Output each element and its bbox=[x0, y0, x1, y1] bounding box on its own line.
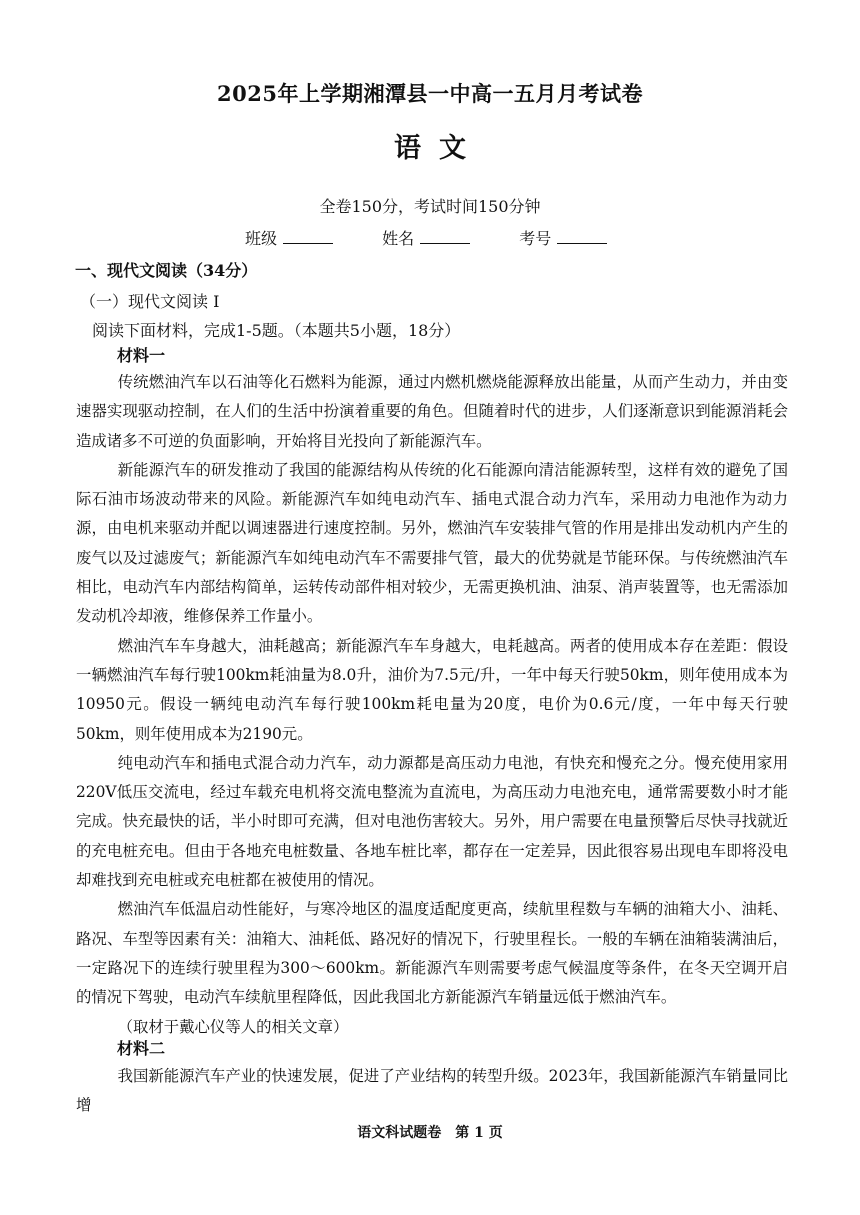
paragraph: 传统燃油汽车以石油等化石燃料为能源，通过内燃机燃烧能源释放出能量，从而产生动力，并由变速器实现驱动控制，在人们的生活中扮演着重要的角色。但随着时代的进步，人们逐渐意识到能源消耗会造成诸多不可逆的负面影响，开始将目光投向了新能源汽车。 bbox=[76, 373, 788, 450]
material-one-body bbox=[76, 368, 788, 1042]
page-footer: 语文科试题卷 第 1 页 bbox=[357, 1125, 503, 1141]
section-heading: 一、现代文阅读（34分） bbox=[75, 261, 258, 280]
exam-number-blank[interactable] bbox=[557, 229, 607, 244]
material-two-body bbox=[76, 1062, 788, 1121]
name-field[interactable] bbox=[382, 226, 470, 249]
subsection-heading: （一）现代文阅读 I bbox=[80, 292, 220, 311]
paragraph: 我国新能源汽车产业的快速发展，促进了产业结构的转型升级。2023年，我国新能源汽车销量同比增 bbox=[76, 1067, 788, 1115]
class-label: 班级 bbox=[245, 229, 278, 248]
material-one-heading: 材料一 bbox=[117, 346, 166, 365]
exam-title: 2025年上学期湘潭县一中高一五月月考试卷 bbox=[217, 81, 643, 106]
name-blank[interactable] bbox=[420, 229, 470, 244]
student-info-fields bbox=[245, 226, 651, 249]
paragraph: 燃油汽车低温启动性能好，与寒冷地区的温度适配度更高，续航里程数与车辆的油箱大小、油耗、路况、车型等因素有关：油箱大、油耗低、路况好的情况下，行驶里程长。一般的车辆在油箱装满油后，一定路况下的连续行驶里程为300～600km。新能源汽车则需要考虑气候温度等条件，在冬天空调开启的情况下驾驶，电动汽车续航里程降低，因此我国北方新能源汽车销量远低于燃油汽车。 bbox=[76, 900, 788, 1007]
reading-instruction: 阅读下面材料，完成1-5题。（本题共5小题，18分） bbox=[92, 321, 461, 340]
paragraph: 新能源汽车的研发推动了我国的能源结构从传统的化石能源向清洁能源转型，这样有效的避免了国际石油市场波动带来的风险。新能源汽车如纯电动汽车、插电式混合动力汽车，采用动力电池作为动力源，由电机来驱动并配以调速器进行速度控制。另外，燃油汽车安装排气管的作用是排出发动机内产生的废气以及过滤废气；新能源汽车如纯电动汽车不需要排气管，最大的优势就是节能环保。与传统燃油汽车相比，电动汽车内部结构简单，运转传动部件相对较少，无需更换机油、油泵、消声装置等，也无需添加发动机冷却液，维修保养工作量小。 bbox=[76, 460, 788, 626]
class-blank[interactable] bbox=[283, 229, 333, 244]
subject-title: 语文 bbox=[394, 133, 484, 164]
source-note: （取材于戴心仪等人的相关文章） bbox=[117, 1017, 349, 1036]
exam-number-field[interactable] bbox=[519, 226, 607, 249]
name-label: 姓名 bbox=[382, 229, 415, 248]
exam-number-label: 考号 bbox=[519, 229, 552, 248]
class-field[interactable] bbox=[245, 226, 333, 249]
material-two-heading: 材料二 bbox=[117, 1039, 166, 1058]
paragraph: 燃油汽车车身越大，油耗越高；新能源汽车车身越大，电耗越高。两者的使用成本存在差距：假设一辆燃油汽车每行驶100km耗油量为8.0升，油价为7.5元/升，一年中每天行驶50km，则年使用成本为10950元。假设一辆纯电动汽车每行驶100km耗电量为20度，电价为0.6元/度，一年中每天行驶50km，则年使用成本为2190元。 bbox=[76, 636, 788, 743]
exam-meta: 全卷150分，考试时间150分钟 bbox=[319, 197, 541, 216]
paragraph: 纯电动汽车和插电式混合动力汽车，动力源都是高压动力电池，有快充和慢充之分。慢充使用家用220V低压交流电，经过车载充电机将交流电整流为直流电，为高压动力电池充电，通常需要数小时才能完成。快充最快的话，半小时即可充满，但对电池伤害较大。另外，用户需要在电量预警后尽快寻找就近的充电桩充电。但由于各地充电桩数量、各地车桩比率，都存在一定差异，因此很容易出现电车即将没电却难找到充电桩或充电桩都在被使用的情况。 bbox=[76, 753, 788, 890]
